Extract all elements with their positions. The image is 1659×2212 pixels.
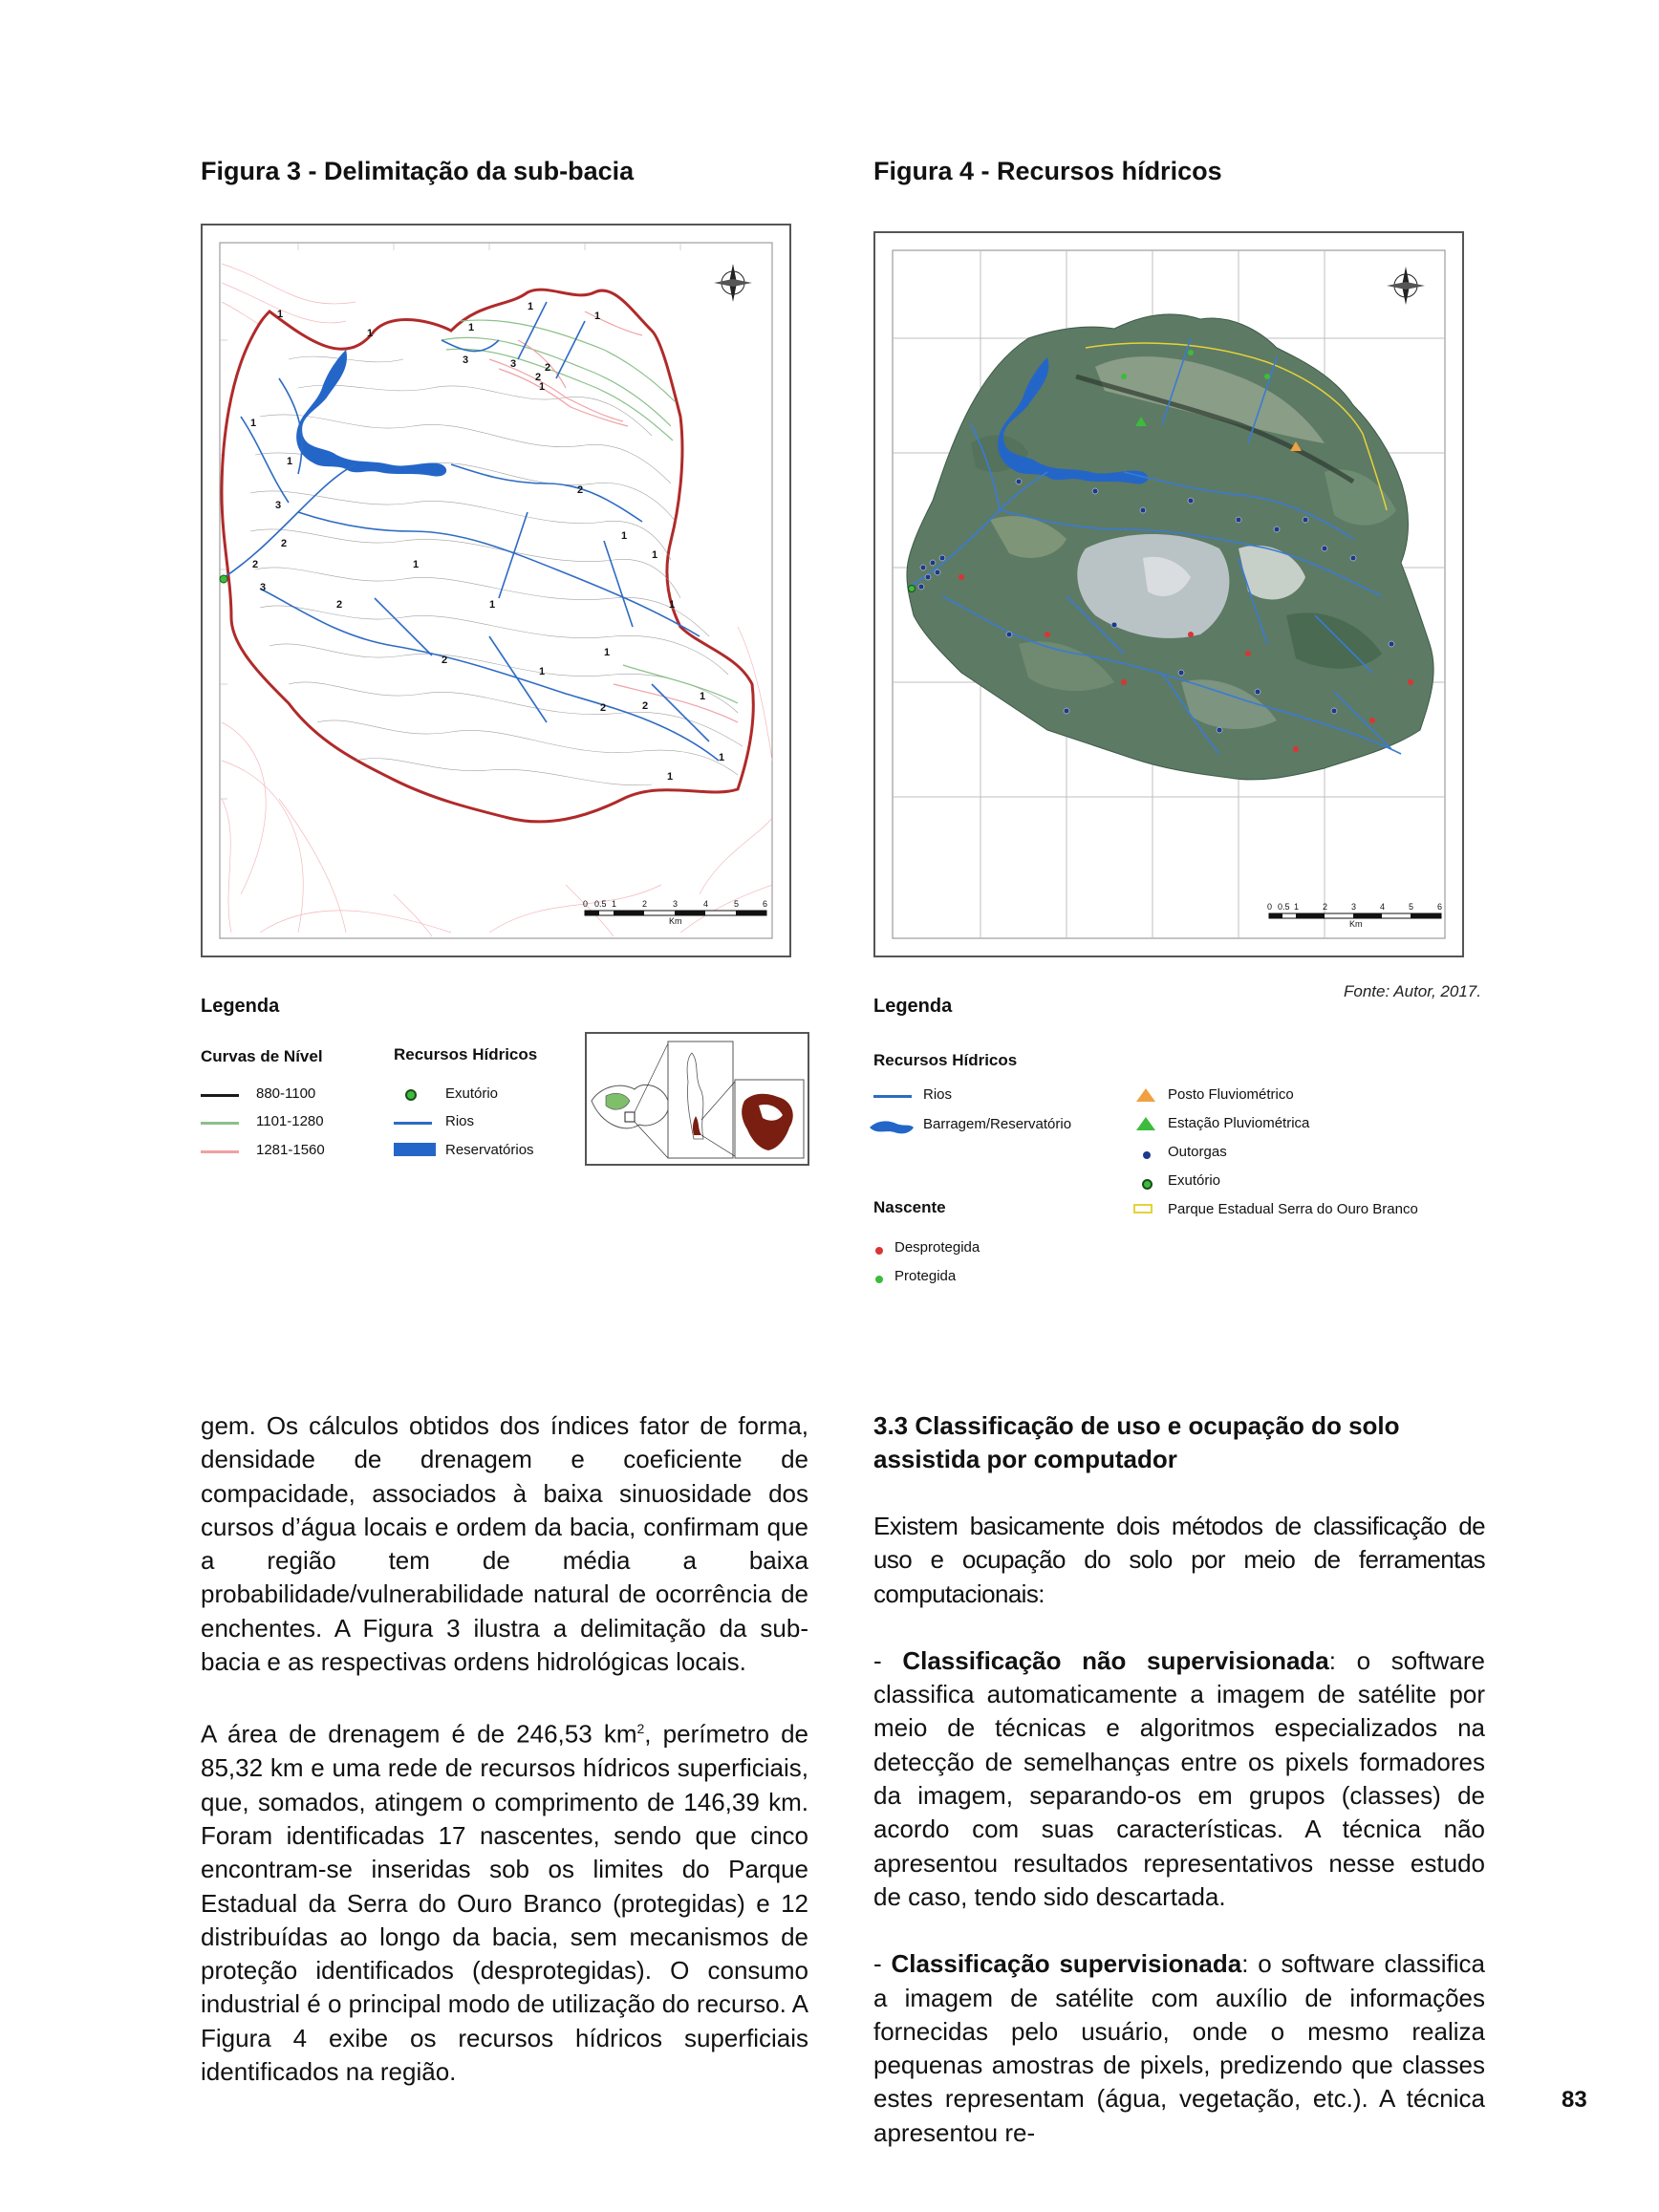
figure3-map-svg xyxy=(203,225,789,956)
svg-text:0: 0 xyxy=(583,899,589,909)
svg-text:1: 1 xyxy=(667,771,674,783)
figure4-map xyxy=(873,231,1464,957)
svg-text:1: 1 xyxy=(287,456,293,467)
water-legend-label: Exutório xyxy=(445,1085,499,1102)
svg-text:1: 1 xyxy=(669,599,676,611)
svg-text:1: 1 xyxy=(367,328,374,339)
svg-text:1: 1 xyxy=(539,666,546,677)
svg-text:0: 0 xyxy=(1267,902,1273,912)
figure4-map-svg xyxy=(875,233,1462,956)
river-line-icon xyxy=(394,1122,432,1125)
svg-text:2: 2 xyxy=(1323,902,1328,912)
svg-text:1: 1 xyxy=(489,599,496,611)
svg-text:3: 3 xyxy=(673,899,679,909)
outlet-icon xyxy=(405,1089,417,1101)
figure4-legend-label: Exutório xyxy=(1168,1172,1221,1189)
body-text-span: , perímetro de 85,32 km e uma rede de recursos hídricos superficiais, que, somados, atingem o comprimento de 146,39 km. Foram identificadas 17 nascentes, sendo que cinco encontram-se inseridas sob os limites do Parque Estadual da Serra do Ouro Branco (protegidas) e 12 distribuídas ao longo da bacia, sem mecanismos de proteção identificados (desprotegidas). O consumo industrial é o principal modo de utilização do recurso. A Figura 4 exibe os recursos hídricos superficiais identificados na região. xyxy=(201,1720,808,2086)
svg-text:2: 2 xyxy=(577,484,584,496)
superscript: 2 xyxy=(636,1721,645,1737)
svg-text:1: 1 xyxy=(612,899,617,909)
section-heading: 3.3 Classificação de uso e ocupação do solo assistida por computador xyxy=(873,1411,1400,1473)
dam-reservoir-icon xyxy=(868,1116,916,1137)
north-arrow-icon xyxy=(714,264,752,302)
body-paragraph: gem. Os cálculos obtidos dos índices fator de forma, densidade de drenagem e coeficiente de compacidade, associados à baixa sinuosidade dos cursos d’água locais e ordem da bacia, confirmam que a região tem de média a baixa probabilidade/vulnerabilidade natural de ocorrência de enchentes. A Figura 3 ilustra a delimitação da sub-bacia e as respectivas ordens hidrológicas locais. xyxy=(201,1411,808,1677)
contour-legend-label: 1281-1560 xyxy=(256,1142,325,1158)
springs-legend-label: Protegida xyxy=(894,1268,957,1284)
basin-boundary xyxy=(222,290,753,822)
contour-legend-label: 880-1100 xyxy=(256,1085,316,1102)
figure3-legend-heading: Legenda xyxy=(201,996,280,1017)
figure4-legend-label: Posto Fluviométrico xyxy=(1168,1086,1294,1103)
svg-text:1: 1 xyxy=(468,322,475,333)
water-resources-heading: Recursos Hídricos xyxy=(394,1045,538,1063)
figure4-legend-label: Barragem/Reservatório xyxy=(923,1116,1072,1132)
reservoir-swatch-icon xyxy=(394,1143,436,1156)
list-dash: - xyxy=(873,1645,903,1675)
svg-text:2: 2 xyxy=(600,702,607,714)
figure3-outlet-marker xyxy=(220,575,227,583)
svg-text:1: 1 xyxy=(700,691,706,702)
svg-text:1: 1 xyxy=(413,559,420,570)
svg-text:1: 1 xyxy=(719,752,725,763)
figure3-title: Figura 3 - Delimitação da sub-bacia xyxy=(201,157,635,185)
figure-source: Fonte: Autor, 2017. xyxy=(1344,982,1481,1000)
figure4-outlet-marker xyxy=(909,586,916,592)
svg-text:3: 3 xyxy=(1351,902,1357,912)
contour-legend-label: 1101-1280 xyxy=(256,1113,324,1129)
park-outline-icon xyxy=(1133,1204,1153,1213)
method-paragraph xyxy=(873,1947,1485,2150)
svg-text:4: 4 xyxy=(1380,902,1386,912)
svg-text:6: 6 xyxy=(1437,902,1443,912)
svg-text:6: 6 xyxy=(763,899,768,909)
svg-text:2: 2 xyxy=(252,559,259,570)
svg-text:3: 3 xyxy=(510,358,517,370)
svg-text:3: 3 xyxy=(260,582,267,593)
location-inset-svg xyxy=(587,1034,808,1164)
contour-line-icon xyxy=(201,1094,239,1097)
river-line-icon xyxy=(873,1095,912,1098)
svg-text:1: 1 xyxy=(652,549,658,561)
figure4-legend-label: Outorgas xyxy=(1168,1144,1227,1160)
svg-text:1: 1 xyxy=(528,301,534,312)
unprotected-spring-icon xyxy=(875,1247,883,1255)
figure4-legend-label: Rios xyxy=(923,1086,953,1103)
svg-text:2: 2 xyxy=(535,372,542,383)
intro-paragraph: Existem basicamente dois métodos de classificação de uso e ocupação do solo por meio de ferramentas computacionais: xyxy=(873,1512,1485,1608)
svg-text:4: 4 xyxy=(703,899,709,909)
body-paragraph xyxy=(201,1712,808,2089)
left-column-text xyxy=(201,1409,808,2122)
svg-text:1: 1 xyxy=(539,381,546,393)
figure3-map xyxy=(201,224,791,957)
svg-text:1: 1 xyxy=(277,309,284,320)
figure4-legend-label: Parque Estadual Serra do Ouro Branco xyxy=(1168,1201,1418,1217)
svg-text:2: 2 xyxy=(336,599,343,611)
method-description: : o software classifica automaticamente a imagem de satélite por meio de técnicas e algoritmos especializados na detecção de semelhanças entre os pixels formadores da imagem, separando-os em grupos (classes) de acordo com suas características. A técnica não apresentou resultados representativos nesse estudo de caso, tendo sido descartada. xyxy=(873,1645,1485,1911)
svg-text:2: 2 xyxy=(442,655,448,666)
list-dash: - xyxy=(873,1949,892,1979)
svg-text:1: 1 xyxy=(594,311,601,322)
svg-text:1: 1 xyxy=(604,647,611,658)
method-description: : o software classifica a imagem de satélite com auxílio de informações fornecidas pelo usuário, onde o mesmo realiza pequenas amostras de pixels, predizendo que classes estes representam (água, vegetação, etc.). A técnica apresentou re- xyxy=(873,1949,1485,2147)
figure3-scale-bar xyxy=(583,899,767,926)
location-inset-map xyxy=(585,1032,809,1166)
figure4-title: Figura 4 - Recursos hídricos xyxy=(873,157,1222,185)
svg-text:1: 1 xyxy=(250,418,257,429)
svg-text:2: 2 xyxy=(642,700,649,712)
svg-text:5: 5 xyxy=(1409,902,1414,912)
body-text-span: A área de drenagem é de 246,53 km xyxy=(201,1720,637,1750)
svg-text:1: 1 xyxy=(621,530,628,542)
outlet-icon xyxy=(1142,1179,1153,1190)
right-column-text xyxy=(873,1510,1485,2183)
figure4-legend-heading: Legenda xyxy=(873,996,953,1017)
svg-text:3: 3 xyxy=(463,354,469,366)
method-paragraph xyxy=(873,1644,1485,1914)
contours-heading: Curvas de Nível xyxy=(201,1047,323,1065)
svg-text:2: 2 xyxy=(281,538,288,549)
page-number: 83 xyxy=(1562,2087,1587,2113)
svg-text:5: 5 xyxy=(734,899,740,909)
green-triangle-icon xyxy=(1135,1116,1156,1131)
orange-triangle-icon xyxy=(1135,1087,1156,1103)
svg-text:Km: Km xyxy=(669,916,682,926)
water-legend-label: Reservatórios xyxy=(445,1142,534,1158)
figure4-water-heading: Recursos Hídricos xyxy=(873,1051,1018,1069)
contour-line-icon xyxy=(201,1150,239,1153)
svg-text:0.5: 0.5 xyxy=(594,899,607,909)
svg-text:2: 2 xyxy=(545,362,551,374)
svg-text:1: 1 xyxy=(1294,902,1300,912)
method-term: Classificação supervisionada xyxy=(891,1949,1242,1979)
method-term: Classificação não supervisionada xyxy=(902,1645,1329,1675)
springs-legend-label: Desprotegida xyxy=(894,1239,980,1256)
contour-line-icon xyxy=(201,1122,239,1125)
water-legend-label: Rios xyxy=(445,1113,475,1129)
figure4-legend-label: Estação Pluviométrica xyxy=(1168,1115,1310,1131)
svg-text:Km: Km xyxy=(1349,919,1363,929)
springs-heading: Nascente xyxy=(873,1198,946,1216)
svg-text:2: 2 xyxy=(642,899,648,909)
protected-spring-icon xyxy=(875,1276,883,1283)
svg-text:3: 3 xyxy=(275,500,282,511)
svg-text:0.5: 0.5 xyxy=(1278,902,1290,912)
blue-dot-icon xyxy=(1143,1151,1151,1159)
